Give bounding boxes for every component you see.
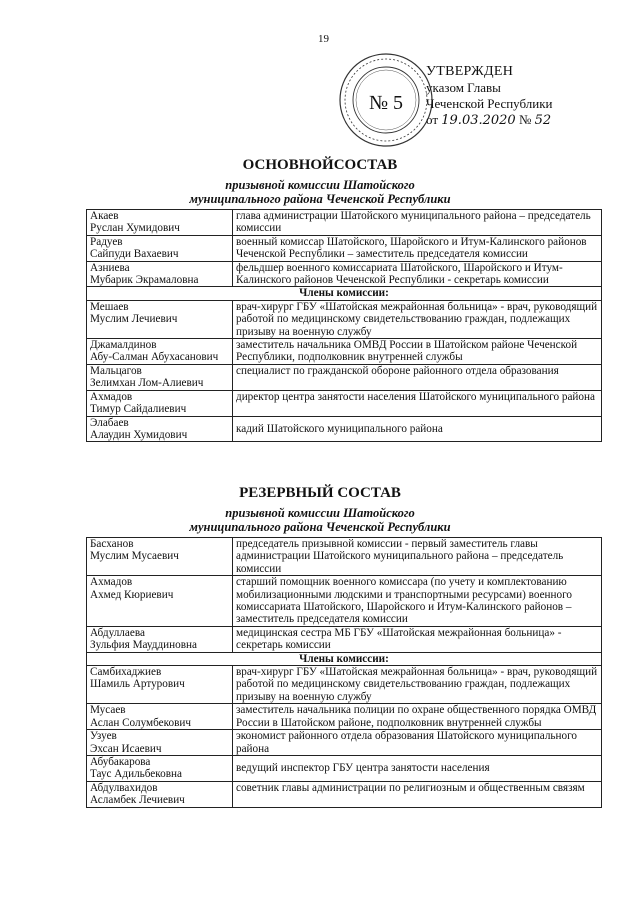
member-role: советник главы администрации по религиозным и общественным связям <box>233 781 602 807</box>
reserve-section-title: РЕЗЕРВНЫЙ СОСТАВ <box>239 485 401 501</box>
main-subtitle-line-1: призывной комиссии Шатойского <box>225 178 415 192</box>
main-subtitle-line-2: муниципального района Чеченской Республики <box>189 192 451 206</box>
reserve-subtitle-line-1: призывной комиссии Шатойского <box>225 506 415 520</box>
member-name: Абдулвахидов Асламбек Лечиевич <box>87 781 233 807</box>
approval-heading: УТВЕРЖДЕН <box>426 64 514 79</box>
official-seal <box>338 52 434 148</box>
member-role: старший помощник военного комиссара (по учету и комплектованию мобилизационными людскими и транспортными ресурсами) военного комиссариата Шатойского, Шаройского и Итум-Калинского районов – заместитель председателя комиссии <box>233 576 602 627</box>
seal-number: № 5 <box>368 92 404 114</box>
main-section-title: ОСНОВНОЙСОСТАВ <box>242 157 398 173</box>
member-name: Абдуллаева Зульфия Мауддиновна <box>87 626 233 652</box>
member-name: Элабаев Алаудин Хумидович <box>87 416 233 442</box>
member-name: Радуев Сайпуди Вахаевич <box>87 235 233 261</box>
member-name: Мешаев Муслим Лечиевич <box>87 300 233 338</box>
table-row <box>87 538 602 576</box>
reserve-subtitle-line-2: муниципального района Чеченской Республики <box>189 520 451 534</box>
table-row <box>87 416 602 442</box>
approval-line-2: Чеченской Республики <box>426 96 553 111</box>
approval-date: 19.03.2020 <box>441 113 516 128</box>
member-role: ведущий инспектор ГБУ центра занятости населения <box>233 755 602 781</box>
member-role: врач-хирург ГБУ «Шатойская межрайонная больница» - врач, руководящий работой по медицинскому свидетельствованию граждан, подлежащих призыву на военную службу <box>233 666 602 704</box>
member-role: председатель призывной комиссии - первый заместитель главы администрации Шатойского муниципального района – председатель комиссии <box>233 538 602 576</box>
members-header-row <box>87 652 602 665</box>
approval-date-line <box>426 112 553 129</box>
table-row <box>87 210 602 236</box>
member-name: Самбихаджиев Шамиль Артурович <box>87 666 233 704</box>
member-role: экономист районного отдела образования Шатойского муниципального района <box>233 730 602 756</box>
table-row <box>87 755 602 781</box>
table-row <box>87 666 602 704</box>
table-row <box>87 390 602 416</box>
page-number: 19 <box>318 33 329 45</box>
approval-line-1: указом Главы <box>426 80 501 95</box>
member-role: специалист по гражданской обороне районного отдела образования <box>233 364 602 390</box>
approval-number: 52 <box>534 113 552 128</box>
approval-block <box>426 64 553 129</box>
member-role: медицинская сестра МБ ГБУ «Шатойская межрайонная больница» - секретарь комиссии <box>233 626 602 652</box>
member-name: Узуев Эхсан Исаевич <box>87 730 233 756</box>
main-commission-table <box>86 209 602 442</box>
member-role: директор центра занятости населения Шатойского муниципального района <box>233 390 602 416</box>
table-row <box>87 730 602 756</box>
approval-date-prefix: от <box>426 112 439 127</box>
member-name: Джамалдинов Абу-Салман Абухасанович <box>87 339 233 365</box>
member-name: Азниева Мубарик Экрамаловна <box>87 261 233 287</box>
members-header-row <box>87 287 602 300</box>
table-row <box>87 704 602 730</box>
table-row <box>87 364 602 390</box>
member-name: Басханов Муслим Мусаевич <box>87 538 233 576</box>
member-role: глава администрации Шатойского муниципального района – председатель комиссии <box>233 210 602 236</box>
table-row <box>87 576 602 627</box>
member-name: Абубакарова Таус Адильбековна <box>87 755 233 781</box>
member-name: Мальцагов Зелимхан Лом-Алиевич <box>87 364 233 390</box>
member-role: врач-хирург ГБУ «Шатойская межрайонная больница» - врач, руководящий работой по медицинскому свидетельствованию граждан, подлежащих призыву на военную службу <box>233 300 602 338</box>
member-role: фельдшер военного комиссариата Шатойского, Шаройского и Итум-Калинского районов Чеченской Республики - секретарь комиссии <box>233 261 602 287</box>
members-header: Члены комиссии: <box>87 287 602 300</box>
table-row <box>87 781 602 807</box>
member-role: заместитель начальника ОМВД России в Шатойском районе Чеченской Республики, подполковник внутренней службы <box>233 339 602 365</box>
table-row <box>87 339 602 365</box>
table-row <box>87 261 602 287</box>
table-row <box>87 626 602 652</box>
main-section-subtitle <box>0 178 640 206</box>
reserve-section-subtitle <box>0 506 640 534</box>
member-name: Ахмадов Тимур Сайдалиевич <box>87 390 233 416</box>
member-role: военный комиссар Шатойского, Шаройского и Итум-Калинского районов Чеченской Республики – заместитель председателя комиссии <box>233 235 602 261</box>
table-row <box>87 300 602 338</box>
members-header: Члены комиссии: <box>87 652 602 665</box>
member-name: Акаев Руслан Хумидович <box>87 210 233 236</box>
reserve-commission-table <box>86 537 602 808</box>
member-name: Ахмадов Ахмед Кюриевич <box>87 576 233 627</box>
member-role: заместитель начальника полиции по охране общественного порядка ОМВД России в Шатойском районе, подполковник внутренней службы <box>233 704 602 730</box>
table-row <box>87 235 602 261</box>
member-name: Мусаев Аслан Солумбекович <box>87 704 233 730</box>
member-role: кадий Шатойского муниципального района <box>233 416 602 442</box>
approval-number-prefix: № <box>518 112 532 127</box>
